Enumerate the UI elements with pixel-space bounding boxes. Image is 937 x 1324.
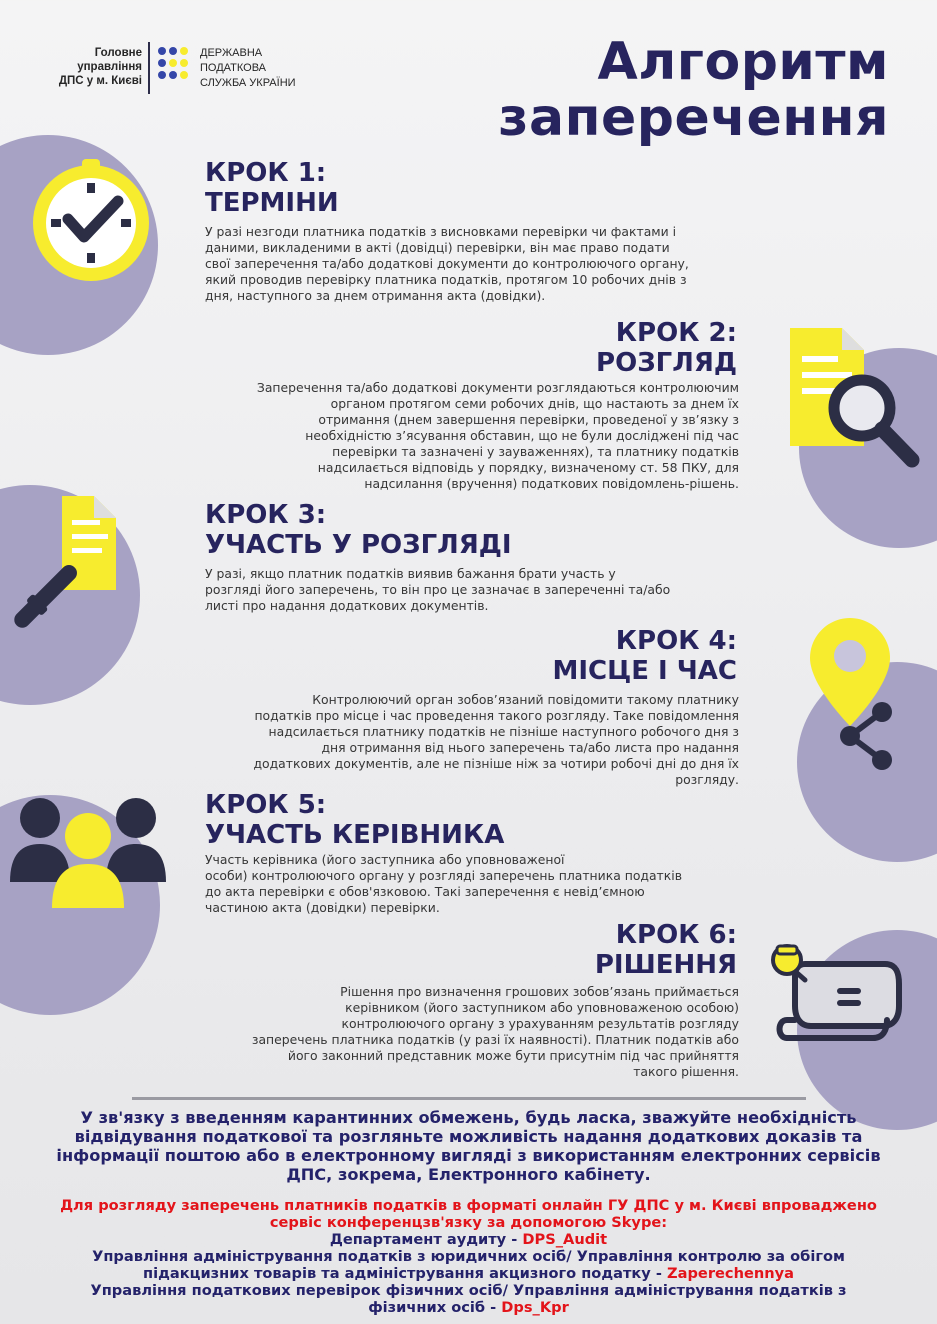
text-line: надсилання (вручення) податкових повідомлень-рішень.	[364, 476, 739, 491]
online-intro-line: Для розгляду заперечень платників податків в форматі онлайн ГУ ДПС у м. Києві впроваджено	[60, 1197, 877, 1214]
notice-line: інформації поштою або в електронному вигляді з використанням електронних сервісів	[56, 1146, 881, 1165]
online-review-info	[10, 1197, 927, 1316]
text-line: Рішення про визначення грошових зобов’язань приймається	[340, 984, 739, 999]
text-line: Заперечення та/або додаткові документи розглядаються контролюючим	[256, 380, 739, 395]
dept-label: фізичних осіб -	[368, 1299, 502, 1316]
org-name	[40, 46, 142, 88]
skype-id[interactable]: Zaperechennya	[667, 1265, 794, 1282]
text-line: даними, викладеними в акті (довідці) перевірки, він має право подати	[205, 240, 670, 255]
text-line: необхідністю з’ясування обставин, що не були досліджені під час	[305, 428, 739, 443]
text-line: свої заперечення та/або додаткові документи до контролюючого органу,	[205, 256, 689, 271]
dps-logo-icon	[158, 47, 194, 83]
step-5-title	[205, 790, 504, 850]
step-title-line: КРОК 2:	[615, 318, 737, 348]
step-3-text	[205, 566, 670, 614]
step-1-title	[205, 158, 339, 218]
text-line: особи) контролюючого органу у розгляді заперечень платника податків	[205, 868, 683, 883]
location-share-icon	[810, 614, 910, 776]
step-title-line: КРОК 6:	[615, 920, 737, 950]
text-line: керівником (його заступником або уповноваженою особою)	[345, 1000, 739, 1015]
step-title-line: РОЗГЛЯД	[596, 348, 737, 378]
step-1-text	[205, 224, 689, 304]
org-line: управління	[77, 61, 142, 73]
text-line: листі про надання додаткових документів.	[205, 598, 489, 613]
title-line: Алгоритм	[597, 32, 889, 92]
step-6-text	[252, 984, 739, 1080]
quarantine-notice	[20, 1108, 917, 1184]
dept-label: Департамент аудиту -	[329, 1231, 523, 1248]
text-line: частиною акта (довідки) перевірки.	[205, 900, 440, 915]
text-line: дня, наступного за днем отримання акта (довідки).	[205, 288, 546, 303]
notice-line: ДПС, зокрема, Електронного кабінету.	[286, 1165, 651, 1184]
text-line: заперечень платника податків (у разі їх наявності). Платник податків або	[251, 1032, 739, 1047]
text-line: Участь керівника (його заступника або уповноваженої	[205, 852, 565, 867]
step-title-line: КРОК 1:	[205, 158, 327, 188]
text-line: до акта перевірки є обов'язковою. Такі заперечення є невід’ємною	[205, 884, 645, 899]
pinned-note-icon	[765, 940, 910, 1050]
text-line: Контролюючий орган зобов’язаний повідомити такому платнику	[312, 692, 739, 707]
step-title-line: МІСЦЕ І ЧАС	[552, 656, 737, 686]
org-line: Головне	[94, 47, 142, 59]
dept-legal	[10, 1265, 927, 1282]
document-pen-icon	[8, 494, 128, 634]
users-icon	[8, 790, 168, 910]
dps-name	[200, 46, 296, 91]
step-title-line: ТЕРМІНИ	[205, 188, 339, 218]
text-line: У разі, якщо платник податків виявив бажання брати участь у	[205, 566, 616, 581]
text-line: додаткових документів, але не пізніше ніж за чотири робочі дні до дня їх	[253, 756, 739, 771]
dept-label: Управління адміністрування податків з юридичних осіб/ Управління контролю за обігом	[92, 1248, 845, 1265]
text-line: дня отримання від нього заперечень та/або листа про надання	[321, 740, 739, 755]
page-title	[498, 34, 889, 146]
dept-individuals	[10, 1299, 927, 1316]
text-line: контролюючого органу з урахуванням результатів розгляду	[341, 1016, 739, 1031]
text-line: його законний представник може бути присутнім під час прийняття	[287, 1048, 739, 1063]
dept-audit	[10, 1231, 927, 1248]
clock-check-icon	[28, 157, 154, 283]
dept-label: підакцизних товарів та адміністрування акцизного податку -	[143, 1265, 668, 1282]
text-line: органом протягом семи робочих днів, що настають за днем їх	[330, 396, 739, 411]
org-line: ДПС у м. Києві	[58, 75, 142, 87]
text-line: надсилається платнику податків не пізніше наступного робочого дня з	[268, 724, 739, 739]
divider	[132, 1097, 806, 1100]
text-line: отримання (днем завершення перевірки, проведеної у зв’язку з	[318, 412, 739, 427]
text-line: який проводив перевірку платника податків, протягом 10 робочих днів з	[205, 272, 687, 287]
step-title-line: РІШЕННЯ	[594, 950, 737, 980]
skype-id[interactable]: DPS_Audit	[522, 1231, 608, 1248]
document-search-icon	[780, 328, 925, 478]
step-title-line: УЧАСТЬ КЕРІВНИКА	[205, 820, 505, 850]
notice-line: відвідування податкової та розгляньте можливість надання додаткових доказів та	[74, 1127, 863, 1146]
text-line: податків про місце і час проведення такого розгляду. Таке повідомлення	[254, 708, 739, 723]
step-5-text	[205, 852, 682, 916]
logo-divider	[148, 42, 150, 94]
online-intro-line: сервіс конференцзв'язку за допомогою Skype:	[269, 1214, 668, 1231]
step-6-title	[595, 920, 737, 980]
step-title-line: КРОК 3:	[205, 500, 327, 530]
step-title-line: КРОК 4:	[615, 626, 737, 656]
step-3-title	[205, 500, 512, 560]
step-2-text	[257, 380, 739, 492]
step-title-line: КРОК 5:	[205, 790, 327, 820]
text-line: такого рішення.	[633, 1064, 739, 1079]
text-line: надсилається відповідь у порядку, визначеному ст. 58 ПКУ, для	[317, 460, 739, 475]
dps-line: СЛУЖБА УКРАЇНИ	[200, 77, 296, 89]
title-line: заперечення	[498, 88, 889, 148]
dept-label: Управління податкових перевірок фізичних осіб/ Управління адміністрування податків з	[90, 1282, 847, 1299]
text-line: перевірки та зазначені у зауваженнях), та платнику податків	[332, 444, 739, 459]
step-4-title	[552, 626, 737, 686]
step-2-title	[596, 318, 737, 378]
dps-line: ПОДАТКОВА	[200, 62, 267, 74]
text-line: розгляду.	[675, 772, 739, 787]
text-line: У разі незгоди платника податків з висновками перевірки чи фактами і	[205, 224, 677, 239]
step-4-text	[253, 692, 739, 788]
dps-line: ДЕРЖАВНА	[200, 47, 263, 59]
step-title-line: УЧАСТЬ У РОЗГЛЯДІ	[205, 530, 512, 560]
text-line: розгляді його заперечень, то він про це зазначає в запереченні та/або	[205, 582, 671, 597]
skype-id[interactable]: Dps_Kpr	[501, 1299, 569, 1316]
notice-line: У зв'язку з введенням карантинних обмежень, будь ласка, зважуйте необхідність	[80, 1108, 857, 1127]
